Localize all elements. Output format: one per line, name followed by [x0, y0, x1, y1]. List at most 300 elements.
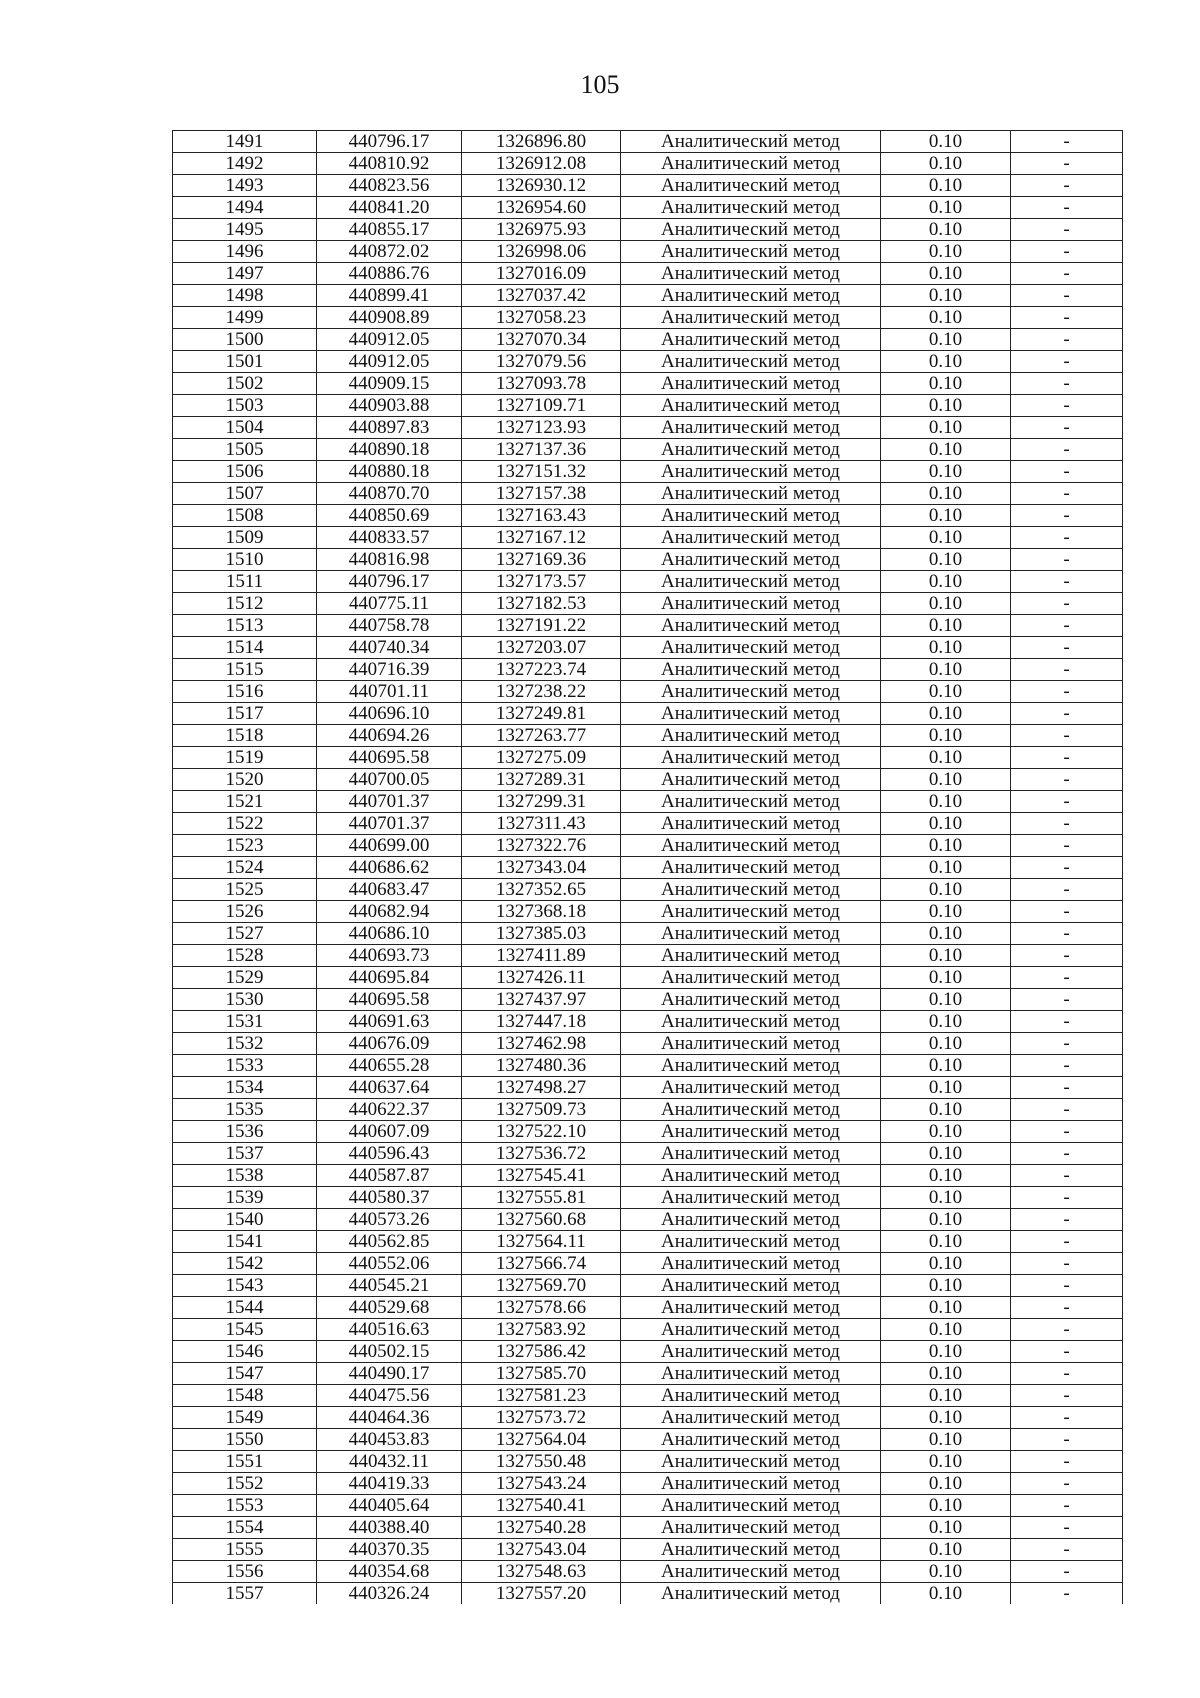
table-row — [173, 505, 1123, 527]
table-row — [173, 307, 1123, 329]
note-cell: - — [1011, 263, 1123, 285]
method-cell: Аналитический метод — [621, 219, 881, 241]
accuracy-cell: 0.10 — [881, 1253, 1011, 1275]
x-coordinate-cell: 440700.05 — [317, 769, 462, 791]
accuracy-cell: 0.10 — [881, 1319, 1011, 1341]
accuracy-cell: 0.10 — [881, 835, 1011, 857]
point-number-cell: 1530 — [173, 989, 317, 1011]
point-number-cell: 1507 — [173, 483, 317, 505]
x-coordinate-cell: 440740.34 — [317, 637, 462, 659]
point-number-cell: 1554 — [173, 1517, 317, 1539]
method-cell: Аналитический метод — [621, 967, 881, 989]
accuracy-cell: 0.10 — [881, 1121, 1011, 1143]
point-number-cell: 1512 — [173, 593, 317, 615]
x-coordinate-cell: 440682.94 — [317, 901, 462, 923]
accuracy-cell: 0.10 — [881, 219, 1011, 241]
method-cell: Аналитический метод — [621, 483, 881, 505]
point-number-cell: 1542 — [173, 1253, 317, 1275]
method-cell: Аналитический метод — [621, 813, 881, 835]
table-row — [173, 1011, 1123, 1033]
point-number-cell: 1509 — [173, 527, 317, 549]
y-coordinate-cell: 1327058.23 — [462, 307, 621, 329]
method-cell: Аналитический метод — [621, 153, 881, 175]
method-cell: Аналитический метод — [621, 923, 881, 945]
note-cell: - — [1011, 615, 1123, 637]
x-coordinate-cell: 440655.28 — [317, 1055, 462, 1077]
note-cell: - — [1011, 329, 1123, 351]
x-coordinate-cell: 440596.43 — [317, 1143, 462, 1165]
accuracy-cell: 0.10 — [881, 307, 1011, 329]
x-coordinate-cell: 440903.88 — [317, 395, 462, 417]
point-number-cell: 1532 — [173, 1033, 317, 1055]
table-row — [173, 813, 1123, 835]
point-number-cell: 1552 — [173, 1473, 317, 1495]
table-row — [173, 439, 1123, 461]
accuracy-cell: 0.10 — [881, 1473, 1011, 1495]
accuracy-cell: 0.10 — [881, 1341, 1011, 1363]
note-cell: - — [1011, 1341, 1123, 1363]
method-cell: Аналитический метод — [621, 351, 881, 373]
x-coordinate-cell: 440870.70 — [317, 483, 462, 505]
table-row — [173, 153, 1123, 175]
y-coordinate-cell: 1327289.31 — [462, 769, 621, 791]
method-cell: Аналитический метод — [621, 901, 881, 923]
y-coordinate-cell: 1327573.72 — [462, 1407, 621, 1429]
note-cell: - — [1011, 1473, 1123, 1495]
y-coordinate-cell: 1327557.20 — [462, 1583, 621, 1605]
note-cell: - — [1011, 1297, 1123, 1319]
x-coordinate-cell: 440908.89 — [317, 307, 462, 329]
table-row — [173, 1495, 1123, 1517]
note-cell: - — [1011, 219, 1123, 241]
accuracy-cell: 0.10 — [881, 131, 1011, 153]
point-number-cell: 1540 — [173, 1209, 317, 1231]
method-cell: Аналитический метод — [621, 1275, 881, 1297]
method-cell: Аналитический метод — [621, 791, 881, 813]
method-cell: Аналитический метод — [621, 1209, 881, 1231]
x-coordinate-cell: 440833.57 — [317, 527, 462, 549]
table-row — [173, 1055, 1123, 1077]
table-row — [173, 967, 1123, 989]
table-row — [173, 901, 1123, 923]
accuracy-cell: 0.10 — [881, 329, 1011, 351]
table-row — [173, 1165, 1123, 1187]
point-number-cell: 1546 — [173, 1341, 317, 1363]
method-cell: Аналитический метод — [621, 681, 881, 703]
note-cell: - — [1011, 879, 1123, 901]
x-coordinate-cell: 440880.18 — [317, 461, 462, 483]
table-row — [173, 461, 1123, 483]
table-row — [173, 835, 1123, 857]
method-cell: Аналитический метод — [621, 1297, 881, 1319]
y-coordinate-cell: 1327322.76 — [462, 835, 621, 857]
y-coordinate-cell: 1327151.32 — [462, 461, 621, 483]
note-cell: - — [1011, 703, 1123, 725]
note-cell: - — [1011, 901, 1123, 923]
method-cell: Аналитический метод — [621, 1363, 881, 1385]
note-cell: - — [1011, 417, 1123, 439]
y-coordinate-cell: 1327368.18 — [462, 901, 621, 923]
y-coordinate-cell: 1327037.42 — [462, 285, 621, 307]
accuracy-cell: 0.10 — [881, 703, 1011, 725]
x-coordinate-cell: 440622.37 — [317, 1099, 462, 1121]
method-cell: Аналитический метод — [621, 945, 881, 967]
y-coordinate-cell: 1327583.92 — [462, 1319, 621, 1341]
x-coordinate-cell: 440796.17 — [317, 131, 462, 153]
point-number-cell: 1544 — [173, 1297, 317, 1319]
x-coordinate-cell: 440912.05 — [317, 329, 462, 351]
note-cell: - — [1011, 1495, 1123, 1517]
point-number-cell: 1514 — [173, 637, 317, 659]
accuracy-cell: 0.10 — [881, 615, 1011, 637]
note-cell: - — [1011, 1363, 1123, 1385]
method-cell: Аналитический метод — [621, 1407, 881, 1429]
table-row — [173, 1209, 1123, 1231]
note-cell: - — [1011, 571, 1123, 593]
x-coordinate-cell: 440850.69 — [317, 505, 462, 527]
method-cell: Аналитический метод — [621, 1583, 881, 1605]
y-coordinate-cell: 1327560.68 — [462, 1209, 621, 1231]
table-row — [173, 1363, 1123, 1385]
note-cell: - — [1011, 681, 1123, 703]
accuracy-cell: 0.10 — [881, 1583, 1011, 1605]
y-coordinate-cell: 1327169.36 — [462, 549, 621, 571]
accuracy-cell: 0.10 — [881, 747, 1011, 769]
accuracy-cell: 0.10 — [881, 857, 1011, 879]
x-coordinate-cell: 440909.15 — [317, 373, 462, 395]
method-cell: Аналитический метод — [621, 1143, 881, 1165]
accuracy-cell: 0.10 — [881, 945, 1011, 967]
y-coordinate-cell: 1327157.38 — [462, 483, 621, 505]
x-coordinate-cell: 440453.83 — [317, 1429, 462, 1451]
note-cell: - — [1011, 1011, 1123, 1033]
note-cell: - — [1011, 1209, 1123, 1231]
y-coordinate-cell: 1327540.41 — [462, 1495, 621, 1517]
method-cell: Аналитический метод — [621, 835, 881, 857]
y-coordinate-cell: 1327411.89 — [462, 945, 621, 967]
accuracy-cell: 0.10 — [881, 1407, 1011, 1429]
method-cell: Аналитический метод — [621, 373, 881, 395]
table-row — [173, 329, 1123, 351]
point-number-cell: 1510 — [173, 549, 317, 571]
y-coordinate-cell: 1327462.98 — [462, 1033, 621, 1055]
point-number-cell: 1526 — [173, 901, 317, 923]
x-coordinate-cell: 440405.64 — [317, 1495, 462, 1517]
y-coordinate-cell: 1327536.72 — [462, 1143, 621, 1165]
point-number-cell: 1511 — [173, 571, 317, 593]
accuracy-cell: 0.10 — [881, 901, 1011, 923]
table-row — [173, 1143, 1123, 1165]
point-number-cell: 1518 — [173, 725, 317, 747]
point-number-cell: 1556 — [173, 1561, 317, 1583]
point-number-cell: 1527 — [173, 923, 317, 945]
point-number-cell: 1502 — [173, 373, 317, 395]
accuracy-cell: 0.10 — [881, 483, 1011, 505]
x-coordinate-cell: 440823.56 — [317, 175, 462, 197]
table-row — [173, 1187, 1123, 1209]
coordinates-table-body — [173, 131, 1123, 1605]
note-cell: - — [1011, 1517, 1123, 1539]
y-coordinate-cell: 1327564.04 — [462, 1429, 621, 1451]
note-cell: - — [1011, 285, 1123, 307]
method-cell: Аналитический метод — [621, 637, 881, 659]
y-coordinate-cell: 1327223.74 — [462, 659, 621, 681]
accuracy-cell: 0.10 — [881, 593, 1011, 615]
table-row — [173, 417, 1123, 439]
x-coordinate-cell: 440816.98 — [317, 549, 462, 571]
table-row — [173, 373, 1123, 395]
x-coordinate-cell: 440701.37 — [317, 791, 462, 813]
note-cell: - — [1011, 857, 1123, 879]
note-cell: - — [1011, 175, 1123, 197]
y-coordinate-cell: 1327437.97 — [462, 989, 621, 1011]
y-coordinate-cell: 1327299.31 — [462, 791, 621, 813]
table-row — [173, 945, 1123, 967]
x-coordinate-cell: 440872.02 — [317, 241, 462, 263]
x-coordinate-cell: 440676.09 — [317, 1033, 462, 1055]
x-coordinate-cell: 440695.84 — [317, 967, 462, 989]
note-cell: - — [1011, 197, 1123, 219]
x-coordinate-cell: 440432.11 — [317, 1451, 462, 1473]
table-row — [173, 131, 1123, 153]
table-row — [173, 879, 1123, 901]
accuracy-cell: 0.10 — [881, 879, 1011, 901]
note-cell: - — [1011, 505, 1123, 527]
x-coordinate-cell: 440607.09 — [317, 1121, 462, 1143]
point-number-cell: 1505 — [173, 439, 317, 461]
note-cell: - — [1011, 1583, 1123, 1605]
point-number-cell: 1543 — [173, 1275, 317, 1297]
point-number-cell: 1495 — [173, 219, 317, 241]
x-coordinate-cell: 440552.06 — [317, 1253, 462, 1275]
method-cell: Аналитический метод — [621, 1253, 881, 1275]
point-number-cell: 1534 — [173, 1077, 317, 1099]
accuracy-cell: 0.10 — [881, 571, 1011, 593]
y-coordinate-cell: 1327540.28 — [462, 1517, 621, 1539]
point-number-cell: 1492 — [173, 153, 317, 175]
method-cell: Аналитический метод — [621, 571, 881, 593]
note-cell: - — [1011, 1055, 1123, 1077]
point-number-cell: 1520 — [173, 769, 317, 791]
point-number-cell: 1503 — [173, 395, 317, 417]
point-number-cell: 1533 — [173, 1055, 317, 1077]
method-cell: Аналитический метод — [621, 1319, 881, 1341]
table-row — [173, 703, 1123, 725]
method-cell: Аналитический метод — [621, 725, 881, 747]
accuracy-cell: 0.10 — [881, 373, 1011, 395]
x-coordinate-cell: 440683.47 — [317, 879, 462, 901]
x-coordinate-cell: 440716.39 — [317, 659, 462, 681]
x-coordinate-cell: 440699.00 — [317, 835, 462, 857]
point-number-cell: 1539 — [173, 1187, 317, 1209]
table-row — [173, 1539, 1123, 1561]
x-coordinate-cell: 440370.35 — [317, 1539, 462, 1561]
method-cell: Аналитический метод — [621, 285, 881, 307]
note-cell: - — [1011, 1121, 1123, 1143]
y-coordinate-cell: 1327173.57 — [462, 571, 621, 593]
table-row — [173, 857, 1123, 879]
point-number-cell: 1555 — [173, 1539, 317, 1561]
y-coordinate-cell: 1327555.81 — [462, 1187, 621, 1209]
accuracy-cell: 0.10 — [881, 1011, 1011, 1033]
note-cell: - — [1011, 483, 1123, 505]
y-coordinate-cell: 1327426.11 — [462, 967, 621, 989]
point-number-cell: 1506 — [173, 461, 317, 483]
x-coordinate-cell: 440464.36 — [317, 1407, 462, 1429]
y-coordinate-cell: 1327263.77 — [462, 725, 621, 747]
x-coordinate-cell: 440545.21 — [317, 1275, 462, 1297]
method-cell: Аналитический метод — [621, 747, 881, 769]
table-row — [173, 1451, 1123, 1473]
note-cell: - — [1011, 549, 1123, 571]
table-row — [173, 549, 1123, 571]
x-coordinate-cell: 440810.92 — [317, 153, 462, 175]
point-number-cell: 1491 — [173, 131, 317, 153]
accuracy-cell: 0.10 — [881, 241, 1011, 263]
point-number-cell: 1493 — [173, 175, 317, 197]
method-cell: Аналитический метод — [621, 1451, 881, 1473]
method-cell: Аналитический метод — [621, 439, 881, 461]
method-cell: Аналитический метод — [621, 1385, 881, 1407]
point-number-cell: 1529 — [173, 967, 317, 989]
table-row — [173, 351, 1123, 373]
method-cell: Аналитический метод — [621, 241, 881, 263]
table-row — [173, 483, 1123, 505]
y-coordinate-cell: 1327543.24 — [462, 1473, 621, 1495]
point-number-cell: 1541 — [173, 1231, 317, 1253]
point-number-cell: 1501 — [173, 351, 317, 373]
x-coordinate-cell: 440529.68 — [317, 1297, 462, 1319]
table-row — [173, 1429, 1123, 1451]
y-coordinate-cell: 1327163.43 — [462, 505, 621, 527]
method-cell: Аналитический метод — [621, 659, 881, 681]
y-coordinate-cell: 1327352.65 — [462, 879, 621, 901]
table-row — [173, 263, 1123, 285]
accuracy-cell: 0.10 — [881, 791, 1011, 813]
method-cell: Аналитический метод — [621, 1539, 881, 1561]
method-cell: Аналитический метод — [621, 593, 881, 615]
point-number-cell: 1551 — [173, 1451, 317, 1473]
method-cell: Аналитический метод — [621, 1231, 881, 1253]
note-cell: - — [1011, 1143, 1123, 1165]
method-cell: Аналитический метод — [621, 1033, 881, 1055]
accuracy-cell: 0.10 — [881, 1451, 1011, 1473]
y-coordinate-cell: 1327545.41 — [462, 1165, 621, 1187]
y-coordinate-cell: 1326896.80 — [462, 131, 621, 153]
y-coordinate-cell: 1327586.42 — [462, 1341, 621, 1363]
x-coordinate-cell: 440886.76 — [317, 263, 462, 285]
x-coordinate-cell: 440490.17 — [317, 1363, 462, 1385]
accuracy-cell: 0.10 — [881, 1055, 1011, 1077]
accuracy-cell: 0.10 — [881, 549, 1011, 571]
page-number: 105 — [580, 70, 620, 99]
y-coordinate-cell: 1327509.73 — [462, 1099, 621, 1121]
y-coordinate-cell: 1327070.34 — [462, 329, 621, 351]
y-coordinate-cell: 1327564.11 — [462, 1231, 621, 1253]
x-coordinate-cell: 440388.40 — [317, 1517, 462, 1539]
x-coordinate-cell: 440562.85 — [317, 1231, 462, 1253]
point-number-cell: 1553 — [173, 1495, 317, 1517]
note-cell: - — [1011, 593, 1123, 615]
x-coordinate-cell: 440695.58 — [317, 747, 462, 769]
point-number-cell: 1538 — [173, 1165, 317, 1187]
accuracy-cell: 0.10 — [881, 1297, 1011, 1319]
y-coordinate-cell: 1326930.12 — [462, 175, 621, 197]
accuracy-cell: 0.10 — [881, 681, 1011, 703]
x-coordinate-cell: 440890.18 — [317, 439, 462, 461]
y-coordinate-cell: 1327249.81 — [462, 703, 621, 725]
y-coordinate-cell: 1327548.63 — [462, 1561, 621, 1583]
method-cell: Аналитический метод — [621, 1561, 881, 1583]
accuracy-cell: 0.10 — [881, 659, 1011, 681]
x-coordinate-cell: 440326.24 — [317, 1583, 462, 1605]
accuracy-cell: 0.10 — [881, 923, 1011, 945]
x-coordinate-cell: 440686.62 — [317, 857, 462, 879]
x-coordinate-cell: 440855.17 — [317, 219, 462, 241]
accuracy-cell: 0.10 — [881, 1209, 1011, 1231]
point-number-cell: 1500 — [173, 329, 317, 351]
accuracy-cell: 0.10 — [881, 725, 1011, 747]
note-cell: - — [1011, 1033, 1123, 1055]
y-coordinate-cell: 1327137.36 — [462, 439, 621, 461]
x-coordinate-cell: 440691.63 — [317, 1011, 462, 1033]
note-cell: - — [1011, 791, 1123, 813]
accuracy-cell: 0.10 — [881, 967, 1011, 989]
y-coordinate-cell: 1327569.70 — [462, 1275, 621, 1297]
y-coordinate-cell: 1327016.09 — [462, 263, 621, 285]
coordinates-table — [172, 130, 1123, 1604]
note-cell: - — [1011, 373, 1123, 395]
x-coordinate-cell: 440573.26 — [317, 1209, 462, 1231]
table-row — [173, 1473, 1123, 1495]
accuracy-cell: 0.10 — [881, 351, 1011, 373]
note-cell: - — [1011, 1451, 1123, 1473]
note-cell: - — [1011, 131, 1123, 153]
method-cell: Аналитический метод — [621, 857, 881, 879]
point-number-cell: 1549 — [173, 1407, 317, 1429]
table-row — [173, 1231, 1123, 1253]
accuracy-cell: 0.10 — [881, 1187, 1011, 1209]
x-coordinate-cell: 440419.33 — [317, 1473, 462, 1495]
table-row — [173, 791, 1123, 813]
method-cell: Аналитический метод — [621, 1011, 881, 1033]
accuracy-cell: 0.10 — [881, 263, 1011, 285]
y-coordinate-cell: 1327123.93 — [462, 417, 621, 439]
y-coordinate-cell: 1327191.22 — [462, 615, 621, 637]
table-row — [173, 527, 1123, 549]
y-coordinate-cell: 1327543.04 — [462, 1539, 621, 1561]
x-coordinate-cell: 440796.17 — [317, 571, 462, 593]
note-cell: - — [1011, 1187, 1123, 1209]
y-coordinate-cell: 1327167.12 — [462, 527, 621, 549]
table-row — [173, 197, 1123, 219]
table-row — [173, 1385, 1123, 1407]
table-row — [173, 1561, 1123, 1583]
table-row — [173, 1253, 1123, 1275]
method-cell: Аналитический метод — [621, 1077, 881, 1099]
method-cell: Аналитический метод — [621, 989, 881, 1011]
x-coordinate-cell: 440758.78 — [317, 615, 462, 637]
table-row — [173, 725, 1123, 747]
accuracy-cell: 0.10 — [881, 637, 1011, 659]
method-cell: Аналитический метод — [621, 417, 881, 439]
note-cell: - — [1011, 439, 1123, 461]
note-cell: - — [1011, 747, 1123, 769]
note-cell: - — [1011, 241, 1123, 263]
table-row — [173, 747, 1123, 769]
note-cell: - — [1011, 989, 1123, 1011]
x-coordinate-cell: 440695.58 — [317, 989, 462, 1011]
